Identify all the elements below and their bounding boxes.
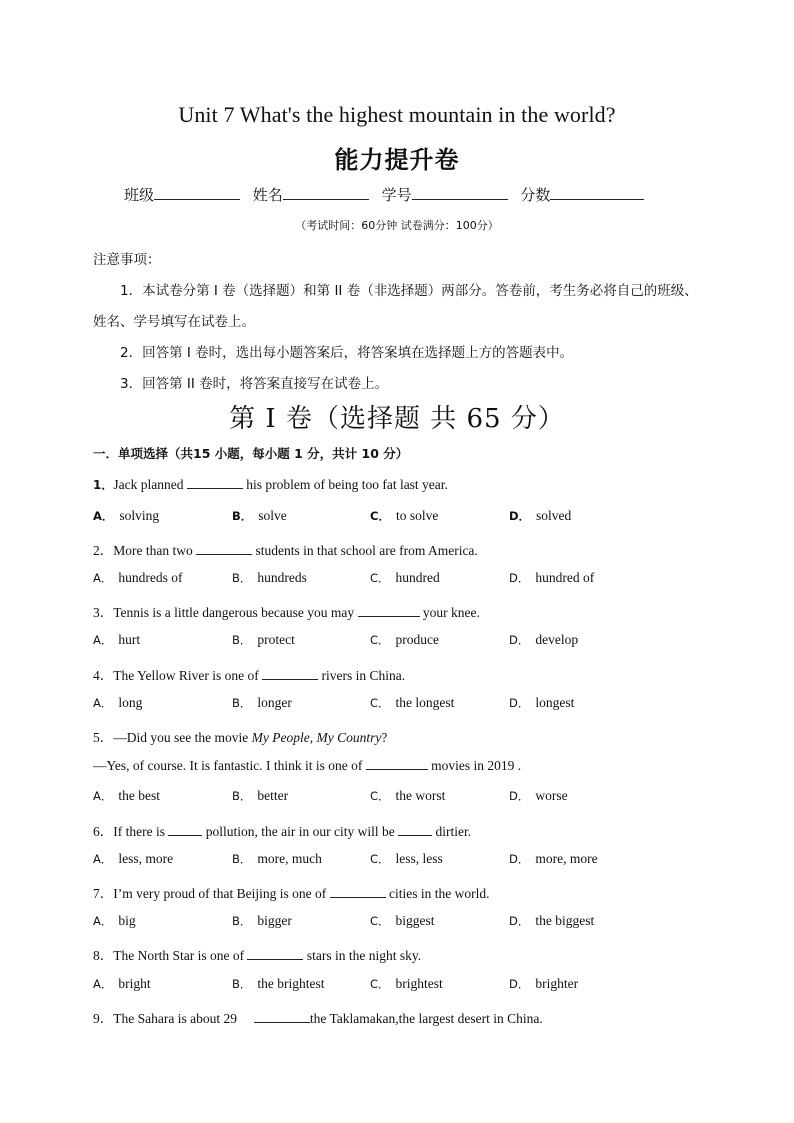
option-text: solved bbox=[536, 508, 572, 523]
question-number: 9． bbox=[93, 1011, 114, 1026]
option-d[interactable] bbox=[509, 851, 598, 867]
field-label-name: 姓名 bbox=[252, 186, 283, 204]
option-b[interactable] bbox=[232, 788, 288, 804]
answer-blank[interactable] bbox=[262, 667, 318, 680]
option-letter: A． bbox=[93, 509, 114, 523]
question-text: students in that school are from America. bbox=[252, 543, 478, 558]
question-text: I’m very proud of that Beijing is one of bbox=[113, 886, 330, 901]
field-label-number: 学号 bbox=[381, 186, 412, 204]
option-text: bright bbox=[118, 976, 151, 991]
option-letter: C． bbox=[370, 914, 390, 928]
option-text: hundreds of bbox=[118, 570, 183, 585]
option-letter: B． bbox=[232, 852, 252, 866]
question-8-options bbox=[93, 976, 713, 994]
option-a[interactable] bbox=[93, 695, 142, 711]
question-text: If there is bbox=[113, 824, 169, 839]
question-8 bbox=[93, 944, 421, 964]
option-b[interactable] bbox=[232, 695, 292, 711]
question-text: stars in the night sky. bbox=[303, 948, 422, 963]
option-text: longer bbox=[257, 695, 292, 710]
option-a[interactable] bbox=[93, 632, 140, 648]
question-text: cities in the world. bbox=[385, 886, 490, 901]
option-text: the brightest bbox=[257, 976, 325, 991]
question-5-options bbox=[93, 788, 713, 806]
question-text: pollution, the air in our city will be bbox=[202, 824, 399, 839]
answer-blank[interactable] bbox=[247, 947, 303, 960]
option-letter: C． bbox=[370, 977, 390, 991]
option-text: less, more bbox=[118, 851, 174, 866]
question-text: rivers in China. bbox=[318, 668, 406, 683]
option-c[interactable] bbox=[370, 976, 443, 992]
option-text: the biggest bbox=[535, 913, 595, 928]
option-text: bigger bbox=[257, 913, 292, 928]
note-item-1-line-1: 1．本试卷分第 I 卷（选择题）和第 II 卷（非选择题）两部分。答卷前，考生务必将自己的班级、 bbox=[120, 283, 698, 299]
class-blank[interactable] bbox=[154, 185, 240, 200]
option-text: hundred bbox=[395, 570, 440, 585]
question-number: 4． bbox=[93, 668, 114, 683]
note-item-1-line-2: 姓名、学号填写在试卷上。 bbox=[93, 314, 255, 330]
option-letter: A． bbox=[93, 914, 113, 928]
number-blank[interactable] bbox=[412, 185, 508, 200]
question-5 bbox=[93, 726, 387, 746]
option-text: biggest bbox=[395, 913, 435, 928]
part-title: 一．单项选择（共15 小题，每小题 1 分，共计 10 分） bbox=[93, 446, 409, 461]
answer-blank[interactable] bbox=[168, 823, 202, 836]
question-1-options bbox=[93, 508, 713, 526]
option-d[interactable] bbox=[509, 976, 578, 992]
question-text: —Yes, of course. It is fantastic. I think it is one of bbox=[93, 758, 366, 773]
question-text: movies in 2019 . bbox=[427, 758, 522, 773]
option-letter: B． bbox=[232, 571, 252, 585]
option-text: less, less bbox=[395, 851, 443, 866]
question-4-options bbox=[93, 695, 713, 713]
option-d[interactable] bbox=[509, 913, 594, 929]
answer-blank[interactable] bbox=[196, 542, 252, 555]
option-letter: A． bbox=[93, 696, 113, 710]
option-text: to solve bbox=[395, 508, 439, 523]
option-letter: A． bbox=[93, 852, 113, 866]
question-7 bbox=[93, 882, 489, 902]
notes-heading: 注意事项： bbox=[93, 252, 161, 268]
question-text: The Sahara is about 29 bbox=[113, 1011, 254, 1026]
note-item-3: 3．回答第 II 卷时，将答案直接写在试卷上。 bbox=[120, 376, 389, 392]
option-text: more, much bbox=[257, 851, 322, 866]
option-letter: B． bbox=[232, 696, 252, 710]
option-letter: C． bbox=[370, 633, 390, 647]
option-letter: A． bbox=[93, 633, 113, 647]
option-a[interactable] bbox=[93, 851, 173, 867]
option-b[interactable] bbox=[232, 851, 322, 867]
question-text: the Taklamakan,the largest desert in China. bbox=[309, 1011, 543, 1026]
option-letter: B． bbox=[232, 914, 252, 928]
option-c[interactable] bbox=[370, 851, 443, 867]
answer-blank[interactable] bbox=[358, 604, 420, 617]
question-number: 6． bbox=[93, 824, 114, 839]
option-text: the best bbox=[118, 788, 160, 803]
option-letter: D． bbox=[509, 509, 531, 523]
option-letter: B． bbox=[232, 789, 252, 803]
option-text: develop bbox=[535, 632, 579, 647]
question-number: 8． bbox=[93, 948, 114, 963]
option-letter: A． bbox=[93, 789, 113, 803]
note-item-2: 2．回答第 I 卷时，选出每小题答案后，将答案填在选择题上方的答题表中。 bbox=[120, 345, 574, 361]
question-2 bbox=[93, 539, 478, 559]
option-text: brighter bbox=[535, 976, 579, 991]
question-number: 2． bbox=[93, 543, 114, 558]
page-title-english: Unit 7 What's the highest mountain in the world? bbox=[178, 102, 616, 127]
option-text: more, more bbox=[535, 851, 598, 866]
field-label-class: 班级 bbox=[124, 186, 155, 204]
question-9 bbox=[93, 1007, 543, 1027]
question-5-line-2 bbox=[93, 757, 521, 774]
option-text: hundreds bbox=[257, 570, 307, 585]
option-letter: C． bbox=[370, 696, 390, 710]
option-text: hurt bbox=[118, 632, 141, 647]
option-b[interactable] bbox=[232, 632, 295, 648]
option-letter: B． bbox=[232, 633, 252, 647]
option-letter: A． bbox=[93, 977, 113, 991]
option-b[interactable] bbox=[232, 976, 325, 992]
section-title: 第 I 卷（选择题 共 65 分） bbox=[229, 404, 565, 434]
option-letter: A． bbox=[93, 571, 113, 585]
question-text: More than two bbox=[113, 543, 197, 558]
option-text: better bbox=[257, 788, 289, 803]
option-text: brightest bbox=[395, 976, 443, 991]
question-6-options bbox=[93, 851, 713, 869]
question-number: 7． bbox=[93, 886, 114, 901]
answer-blank[interactable] bbox=[187, 476, 243, 489]
question-6 bbox=[93, 820, 471, 840]
option-text: protect bbox=[257, 632, 295, 647]
option-letter: C． bbox=[370, 852, 390, 866]
option-text: worse bbox=[535, 788, 568, 803]
question-text: Tennis is a little dangerous because you may bbox=[113, 605, 358, 620]
option-text: solving bbox=[119, 508, 160, 523]
option-letter: C． bbox=[370, 789, 390, 803]
option-c[interactable] bbox=[370, 570, 440, 586]
question-1 bbox=[93, 476, 448, 493]
question-3 bbox=[93, 601, 480, 621]
option-a[interactable] bbox=[93, 788, 160, 804]
question-4 bbox=[93, 664, 405, 684]
question-text: your knee. bbox=[419, 605, 480, 620]
option-text: the worst bbox=[395, 788, 446, 803]
answer-blank[interactable] bbox=[366, 757, 428, 770]
option-c[interactable] bbox=[370, 508, 438, 524]
option-letter: D． bbox=[509, 696, 530, 710]
answer-blank[interactable] bbox=[254, 1010, 310, 1023]
option-c[interactable] bbox=[370, 632, 439, 648]
option-b[interactable] bbox=[232, 508, 287, 524]
option-letter: D． bbox=[509, 571, 530, 585]
movie-title: My People, My Country bbox=[251, 730, 382, 745]
question-number: 3． bbox=[93, 605, 114, 620]
question-3-options bbox=[93, 632, 713, 650]
option-text: long bbox=[118, 695, 143, 710]
question-text: The Yellow River is one of bbox=[113, 668, 263, 683]
option-d[interactable] bbox=[509, 788, 568, 804]
question-text: dirtier. bbox=[432, 824, 472, 839]
option-a[interactable] bbox=[93, 976, 151, 992]
question-text: The North Star is one of bbox=[113, 948, 248, 963]
option-text: hundred of bbox=[535, 570, 595, 585]
option-a[interactable] bbox=[93, 913, 136, 929]
question-text: —Did you see the movie bbox=[113, 730, 252, 745]
time-note: （考试时间：60分钟 试卷满分：100分） bbox=[295, 219, 499, 232]
field-label-score: 分数 bbox=[520, 186, 551, 204]
option-text: big bbox=[118, 913, 136, 928]
option-c[interactable] bbox=[370, 695, 454, 711]
student-info-fields bbox=[124, 184, 652, 205]
option-text: the longest bbox=[395, 695, 455, 710]
option-a[interactable] bbox=[93, 570, 183, 586]
option-d[interactable] bbox=[509, 632, 578, 648]
option-text: longest bbox=[535, 695, 575, 710]
answer-blank[interactable] bbox=[398, 823, 432, 836]
option-c[interactable] bbox=[370, 788, 445, 804]
option-letter: D． bbox=[509, 852, 530, 866]
option-letter: C． bbox=[370, 509, 390, 523]
option-text: produce bbox=[395, 632, 440, 647]
option-c[interactable] bbox=[370, 913, 435, 929]
question-2-options bbox=[93, 570, 713, 588]
option-letter: D． bbox=[509, 914, 530, 928]
option-d[interactable] bbox=[509, 508, 571, 524]
option-text: solve bbox=[258, 508, 287, 523]
question-text: his problem of being too fat last year. bbox=[242, 477, 448, 492]
question-7-options bbox=[93, 913, 713, 931]
score-blank[interactable] bbox=[550, 185, 644, 200]
question-number: 5． bbox=[93, 730, 114, 745]
option-letter: B． bbox=[232, 977, 252, 991]
question-text: ? bbox=[381, 730, 388, 745]
option-letter: D． bbox=[509, 789, 530, 803]
option-a[interactable] bbox=[93, 508, 159, 524]
question-text: Jack planned bbox=[113, 477, 187, 492]
name-blank[interactable] bbox=[283, 185, 369, 200]
question-number: 1． bbox=[93, 478, 114, 492]
option-d[interactable] bbox=[509, 695, 574, 711]
option-letter: C． bbox=[370, 571, 390, 585]
option-letter: B． bbox=[232, 509, 253, 523]
option-letter: D． bbox=[509, 977, 530, 991]
answer-blank[interactable] bbox=[330, 885, 386, 898]
option-letter: D． bbox=[509, 633, 530, 647]
option-b[interactable] bbox=[232, 913, 292, 929]
option-b[interactable] bbox=[232, 570, 307, 586]
option-d[interactable] bbox=[509, 570, 594, 586]
page-title-chinese: 能力提升卷 bbox=[334, 146, 460, 174]
